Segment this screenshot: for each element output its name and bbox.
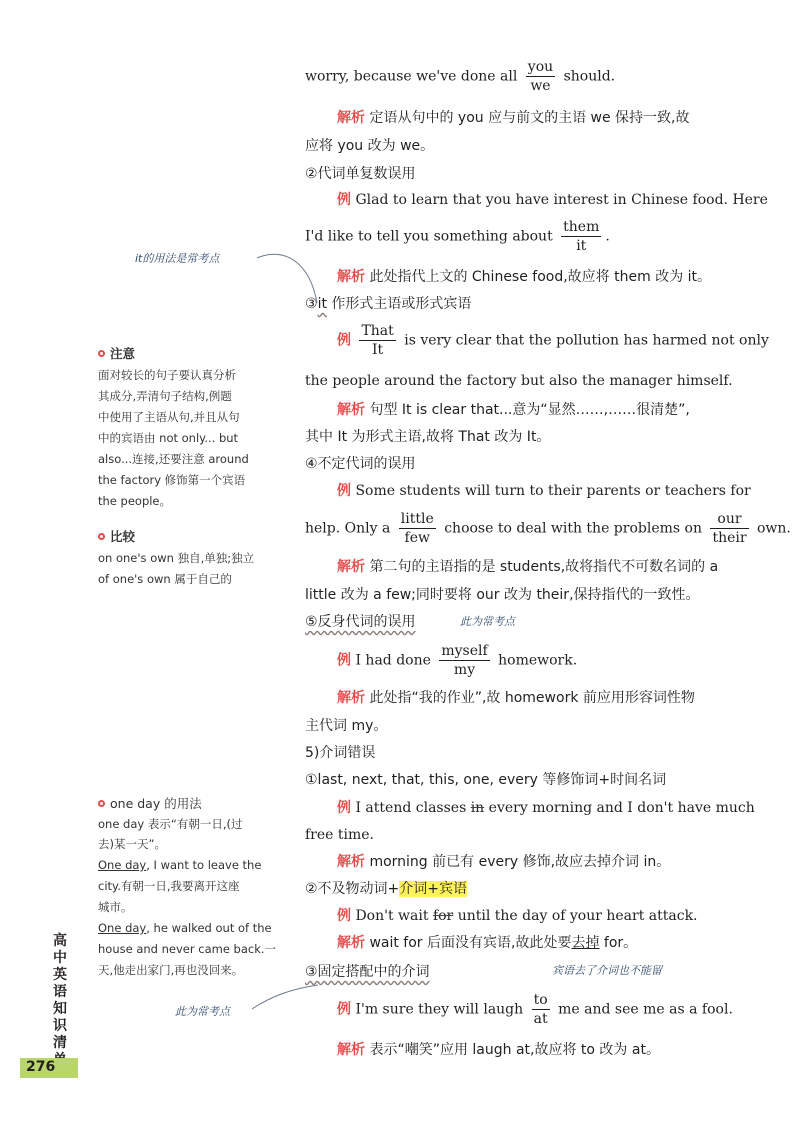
text: every morning and I don't have much <box>488 800 755 816</box>
correction <box>526 58 555 95</box>
example-line <box>337 991 733 1028</box>
text: 句型 It is clear that...意为“显然……,……很清楚”, <box>369 402 690 418</box>
analysis-line <box>337 400 690 420</box>
text: the people around the factory but also the manager himself. <box>305 373 733 389</box>
analysis-line <box>337 267 711 287</box>
heading-text: one day 的用法 <box>110 796 202 811</box>
text: morning 前已有 every 修饰,故应去掉介词 in。 <box>369 854 671 870</box>
text: 第二句的主语指的是 students,故将指代不可数名词的 a <box>369 559 719 575</box>
text: 其中 It 为形式主语,故将 That 改为 It。 <box>305 429 551 445</box>
wrong-word: to <box>533 992 548 1008</box>
section-heading <box>305 612 416 632</box>
text-line <box>305 510 791 547</box>
text: help. Only a <box>305 520 391 537</box>
analysis-line <box>337 1040 660 1060</box>
text-line <box>305 825 374 845</box>
bullet-icon <box>98 800 105 807</box>
heading-text: ⑤反身代词的误用 <box>305 614 416 630</box>
text: for。 <box>599 935 638 951</box>
text: free time. <box>305 827 375 843</box>
wrong-word: little <box>400 511 434 527</box>
bullet-icon <box>98 350 105 357</box>
section-heading <box>305 294 471 314</box>
example-line <box>337 798 755 818</box>
sidebar-line <box>98 918 272 938</box>
highlighted-text: 介词+宾语 <box>399 881 468 897</box>
correction <box>439 642 489 679</box>
arrow-icon <box>255 248 320 308</box>
sidebar-line: 中的宾语由 not only... but <box>98 431 239 445</box>
sidebar-line: 中使用了主语从句,并且从句 <box>98 410 240 424</box>
sidebar-compare-heading <box>98 527 135 545</box>
example-label: 例 <box>337 800 351 816</box>
analysis-line <box>337 688 695 708</box>
example-line <box>337 481 751 501</box>
underlined-text: One day <box>98 921 147 935</box>
text: Some students will turn to their parents or teachers for <box>355 483 751 499</box>
heading-text: ①last, next, that, this, one, every 等修饰词+时间名词 <box>305 772 667 788</box>
heading-text: ②不及物动词+ <box>305 881 400 897</box>
sidebar-line: of one's own 属于自己的 <box>98 572 232 586</box>
bullet-icon <box>98 533 105 540</box>
text: own. <box>757 520 791 537</box>
section-heading <box>305 164 416 184</box>
text: 主代词 my。 <box>305 718 388 734</box>
text: 此处指“我的作业”,故 homework 前应用形容词性物 <box>369 690 695 706</box>
analysis-label: 解析 <box>337 559 365 575</box>
heading-text: 5)介词错误 <box>305 745 376 761</box>
sidebar-line: 天,他走出家门,再也没回来。 <box>98 963 244 977</box>
text: Glad to learn that you have interest in Chinese food. Here <box>355 192 768 208</box>
handwritten-note: 此为常考点 <box>175 1005 230 1018</box>
correct-word: we <box>530 78 551 94</box>
text: I'd like to tell you something about <box>305 228 553 245</box>
correction <box>359 322 395 359</box>
underlined-text: One day <box>98 858 147 872</box>
text: little 改为 a few;同时要将 our 改为 their,保持指代的一致性。 <box>305 587 700 603</box>
sidebar-line: house and never came back.一 <box>98 942 277 956</box>
correct-word: at <box>533 1011 548 1027</box>
text: , I want to leave the <box>146 858 262 872</box>
correct-word: it <box>576 238 587 254</box>
section-heading <box>305 743 375 763</box>
sidebar-line: 其成分,弄清句子结构,例题 <box>98 389 232 403</box>
heading-text: ③固定搭配中的介词 <box>305 964 430 980</box>
text: , he walked out of the <box>146 921 272 935</box>
book-title: 高中英语知识清 <box>53 933 67 1051</box>
wrong-word: our <box>710 510 748 529</box>
sidebar-line: the factory 修饰第一个宾语 <box>98 473 246 487</box>
heading-text: ④不定代词的误用 <box>305 456 416 472</box>
struck-word: for <box>432 908 454 924</box>
sidebar-note-heading <box>98 344 135 362</box>
text: should. <box>563 68 616 85</box>
example-line <box>337 190 768 210</box>
arrow-icon <box>250 983 320 1013</box>
heading-text: 比较 <box>110 529 136 544</box>
text: me and see me as a fool. <box>558 1001 733 1018</box>
heading-text: ②代词单复数误用 <box>305 166 416 182</box>
section-heading <box>305 454 416 474</box>
text: until the day of your heart attack. <box>457 908 698 924</box>
text: I had done <box>355 652 431 669</box>
section-heading <box>305 770 666 790</box>
sidebar-line: city.有朝一日,我要离开这座 <box>98 879 240 893</box>
sidebar-line: one day 表示“有朝一日,(过 <box>98 817 243 831</box>
text: . <box>605 228 610 245</box>
text: homework. <box>498 652 578 669</box>
analysis-label: 解析 <box>337 854 365 870</box>
example-label: 例 <box>337 652 351 669</box>
sidebar-line: also...连接,还要注意 around <box>98 452 249 466</box>
example-label: 例 <box>337 1001 351 1018</box>
correct-word: their <box>712 530 747 546</box>
sidebar-line: 去)某一天”。 <box>98 837 166 851</box>
text: wait for 后面没有宾语,故此处要 <box>369 935 572 951</box>
correction <box>532 991 550 1028</box>
text-line <box>305 371 733 391</box>
analysis-label: 解析 <box>337 690 365 706</box>
text: is very clear that the pollution has harmed not only <box>404 332 769 349</box>
section-heading <box>305 879 467 899</box>
underlined-text: 去掉 <box>571 935 600 951</box>
sidebar-line: the people。 <box>98 494 172 508</box>
correction <box>399 510 436 547</box>
analysis-line <box>337 933 637 953</box>
heading-text: 注意 <box>110 346 136 361</box>
example-label: 例 <box>337 192 351 208</box>
example-line <box>337 642 577 679</box>
text: choose to deal with the problems on <box>444 520 702 537</box>
sidebar-oneday-heading <box>98 794 202 812</box>
correct-word: few <box>404 530 430 546</box>
text: 此处指代上文的 Chinese food,故应将 them 改为 it。 <box>369 269 712 285</box>
example-label: 例 <box>337 483 351 499</box>
text-line <box>305 218 610 255</box>
text: 应将 you 改为 we。 <box>305 138 435 154</box>
struck-word: in <box>470 800 485 816</box>
analysis-label: 解析 <box>337 402 365 418</box>
text: worry, because we've done all <box>305 68 518 85</box>
analysis-line <box>337 852 670 872</box>
heading-num: ③ <box>305 296 318 312</box>
analysis-line <box>337 557 718 577</box>
wrong-word: you <box>527 59 554 75</box>
example-label: 例 <box>337 332 351 349</box>
text: 表示“嘲笑”应用 laugh at,故应将 to 改为 at。 <box>369 1042 660 1058</box>
wrong-word: them <box>563 219 600 235</box>
wrong-word: That <box>361 323 394 339</box>
sidebar-line: on one's own 独自,单独;独立 <box>98 551 255 565</box>
text: Don't wait <box>355 908 429 924</box>
text-line <box>305 585 700 605</box>
correct-word: It <box>372 342 384 358</box>
text-line <box>305 716 387 736</box>
example-line <box>337 322 769 359</box>
sidebar-line <box>98 855 261 875</box>
wrong-word: myself <box>441 643 488 659</box>
analysis-label: 解析 <box>337 110 365 126</box>
handwritten-note: it的用法是常考点 <box>135 252 220 265</box>
text-line <box>305 427 550 447</box>
sidebar-line: 城市。 <box>98 900 133 914</box>
text: I'm sure they will laugh <box>355 1001 524 1018</box>
correction <box>710 510 748 547</box>
handwritten-note: 此为常考点 <box>460 615 515 628</box>
marked-word: it <box>317 296 327 312</box>
correct-word: my <box>453 662 476 678</box>
analysis-line <box>337 108 690 128</box>
text-line <box>305 58 615 95</box>
text: 定语从句中的 you 应与前文的主语 we 保持一致,故 <box>369 110 690 126</box>
handwritten-note: 宾语去了介词也不能留 <box>552 964 662 977</box>
analysis-label: 解析 <box>337 1042 365 1058</box>
example-line <box>337 906 698 926</box>
heading-text: 作形式主语或形式宾语 <box>326 296 472 312</box>
sidebar-line: 面对较长的句子要认真分析 <box>98 368 236 382</box>
text: I attend classes <box>355 800 467 816</box>
example-label: 例 <box>337 908 351 924</box>
section-heading <box>305 962 430 982</box>
text-line <box>305 136 434 156</box>
analysis-label: 解析 <box>337 269 365 285</box>
page-number: 276 <box>26 1059 56 1075</box>
analysis-label: 解析 <box>337 935 365 951</box>
correction <box>561 218 601 255</box>
